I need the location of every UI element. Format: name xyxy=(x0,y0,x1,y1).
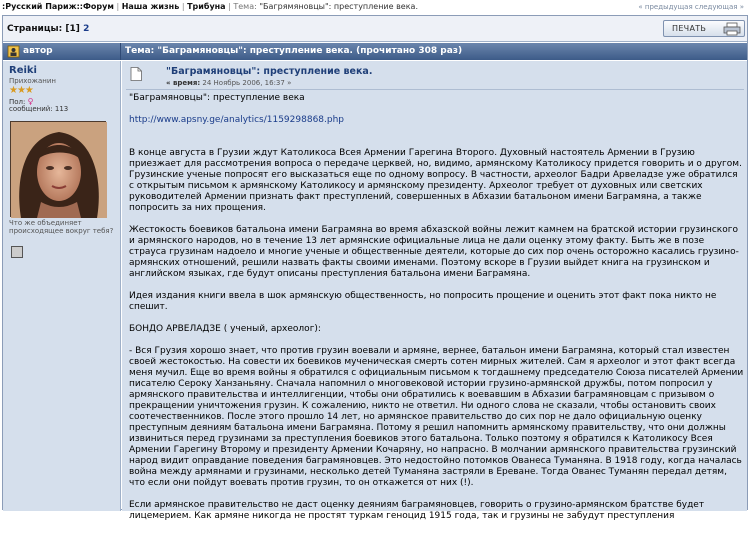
post-paragraph: БОНДО АРВЕЛАДЗЕ ( ученый, археолог): xyxy=(129,324,321,334)
breadcrumb-item-our-life[interactable]: Наша жизнь xyxy=(121,2,180,11)
avatar-caption: Что же объединяет происходящее вокруг тебя? xyxy=(9,219,114,235)
post-timestamp xyxy=(166,79,291,87)
document-icon xyxy=(130,67,142,81)
pagination xyxy=(7,24,89,34)
breadcrumb-item-tribune[interactable]: Трибуна xyxy=(187,2,226,11)
breadcrumb-current-topic: "Багрямяновцы": преступление века. xyxy=(259,2,419,11)
post-divider xyxy=(126,89,744,90)
pagination-bar xyxy=(3,16,747,42)
post-paragraph: В конце августа в Грузии ждут Католикоса Всея Армении Гарегина Второго. Духовный настоятель Армении в Грузию приезжает для рассмотрения вопроса о передаче церквей, но, видимо, армянскому Католикосу придется говорить и о другом. Грузинские ученые попросят его высказаться еще по одному вопросу. В частности, археолог Бадри Арвеладзе уже обратился с открытым письмом к армянскому Католикосу и армянскому президенту. Археолог требует от духовных или светских руководителей Армении признать факт преступлений, совершенных в Абхазии батальоном имени Баграмяна, а также попросить за них прощения. xyxy=(129,148,742,213)
post xyxy=(122,61,747,521)
avatar-image xyxy=(11,122,107,218)
prev-next-links[interactable]: « предыдущая следующая » xyxy=(638,3,744,11)
pagination-page-2[interactable]: 2 xyxy=(83,24,90,34)
topic-container xyxy=(2,15,748,521)
post-paragraph: "Баграмяновцы": преступление века xyxy=(129,93,305,103)
author-message-count: сообщений: 113 xyxy=(9,105,69,113)
post-title[interactable]: "Баграмяновцы": преступление века. xyxy=(166,66,373,77)
female-icon: ♀ xyxy=(27,97,34,106)
post-paragraph: Жестокость боевиков батальона имени Баграмяна во время абхазской войны лежит камнем на братской истории грузинского и армянского народов, но в течение 13 лет армянские официальные лица не дали оценку этому факту. Быть же в позе страуса грузинам надоело и многие ученые и общественные деятели, которые до сих пор очень осторожно касались грузино-армянских отношений, решили назвать факты своими именами. Поэтому вскоре в Грузии выйдет книга на грузинском и английском языках, где будут описаны преступления батальона имени Баграмяна. xyxy=(129,225,739,279)
avatar xyxy=(10,121,106,217)
breadcrumb-current-label: Тема: xyxy=(233,2,257,11)
print-button[interactable] xyxy=(663,20,745,37)
post-body xyxy=(129,93,744,533)
post-link[interactable]: http://www.apsny.ge/analytics/1159298868.php xyxy=(129,115,345,125)
printer-icon xyxy=(723,23,741,35)
breadcrumb-separator: | xyxy=(116,2,120,11)
pagination-label: Страницы: xyxy=(7,24,63,34)
author-name[interactable]: Reiki xyxy=(9,65,37,76)
post-paragraph: - Вся Грузия хорошо знает, что против грузин воевали и армяне, вернее, батальон имени Баграмяна, который стал известен своей жестокостью. На совести их боевиков мученическая смерть сотен мирных жителей. Сам я археолог и этот факт всегда меня мучил. Еще во время войны я обратился с официальным письмом к тогдашнему председателю Союза писателей Армении писателю Сероку Ханзаньяну. Сначала напомнил о многовековой истории грузино-армянской дружбы, потом попросил у армянского правительства и интеллигенции, чтобы они обратились к воевавшим в Абхазии баграмяновцам с призывом о прекращении уничтожения грузин. К сожалению, никто не ответил. Ни одного слова не сказали, чтобы остановить своих соотечественников. После этого прошло 14 лет, но армянское правительство до сих пор не дало официальную оценку преступным деяниям батальона имени Баграмяна. Потому я решил напомнить армянскому правительству, что они должны извиниться перед грузинами за преступления боевиков этого батальона. Только поэтому я обратился к Католикосу Всея Армении Гарегину Второму и президенту Армении Кочаряну, но напрасно. В молчании армянского правительства грузинский народ видит оправдание поведения баграмяновцев. Это недостойно потомков Ованеса Туманяна. В 1918 году, когда началась война между армянами и грузинами, несколько детей Туманяна застряли в Ереване. Тогда Ованес Туманян передал детям, что если они пойдут воевать против грузин, то он откажется от них (!). xyxy=(129,346,744,488)
print-button-label: ПЕЧАТЬ xyxy=(672,24,707,33)
author-sidebar xyxy=(3,61,121,511)
post-paragraph: Если армянское правительство не даст оценку деяниям баграмяновцев, говорить о грузино-армянском братстве будет лицемерием. Как армяне никогда не простят туркам геноцид 1915 года, так и грузины не забудут преступления xyxy=(129,500,705,521)
post-time-label: « время: xyxy=(166,79,201,87)
breadcrumb-separator: | xyxy=(228,2,231,11)
topic-title-header: Тема: "Баграмяновцы": преступление века. (прочитано 308 раз) xyxy=(125,46,463,56)
pagination-current: [1] xyxy=(65,24,80,34)
author-column-header xyxy=(3,43,121,60)
breadcrumb-separator: | xyxy=(181,2,185,11)
user-icon xyxy=(8,46,19,57)
gender-label: Пол: xyxy=(9,98,26,106)
breadcrumb-item-forum[interactable]: :Русский Париж::Форум xyxy=(2,2,114,11)
author-rank: Прихожанин xyxy=(9,77,56,85)
profile-icon[interactable] xyxy=(11,246,23,258)
author-column-label: автор xyxy=(23,46,53,56)
breadcrumb xyxy=(0,0,750,14)
post-paragraph: Идея издания книги ввела в шок армянскую общественность, но попросить прощение и оценить этот факт пока никто не спешит. xyxy=(129,291,717,312)
topic-header xyxy=(3,43,747,60)
rank-stars: ★★★ xyxy=(9,85,33,96)
post-time-value: 24 Ноябрь 2006, 16:37 » xyxy=(202,79,292,87)
